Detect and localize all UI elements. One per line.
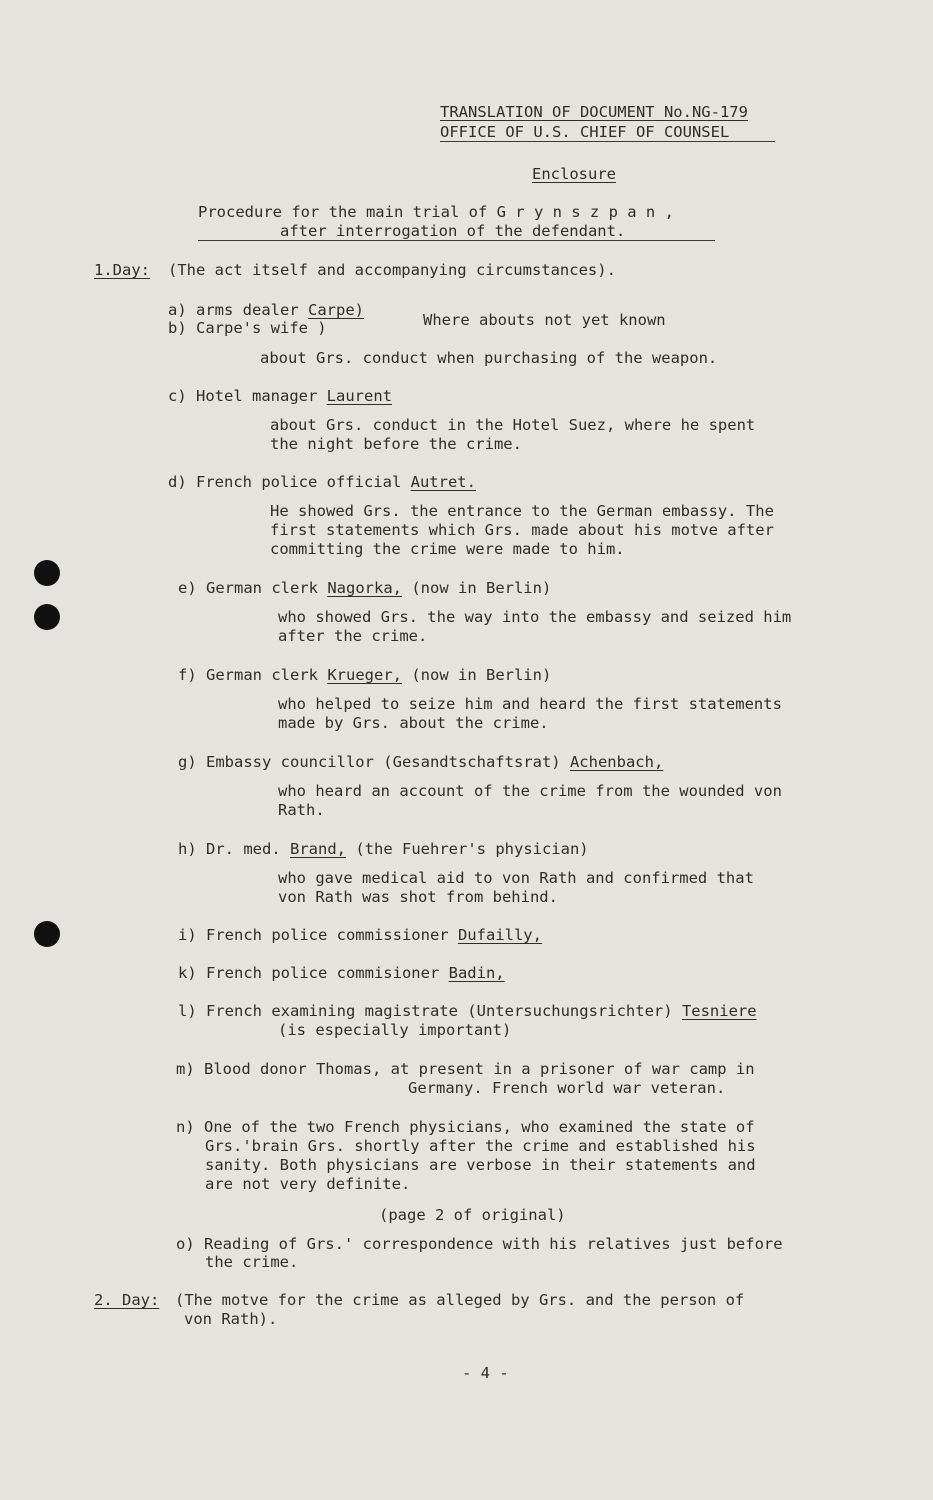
item-o-line2: the crime. [205, 1253, 299, 1271]
item-d-detail1: He showed Grs. the entrance to the German embassy. The [270, 502, 774, 520]
item-m-line2: Germany. French world war veteran. [408, 1079, 726, 1097]
header-line2: OFFICE OF U.S. CHIEF OF COUNSEL [440, 123, 730, 141]
punch-hole [34, 921, 60, 947]
item-l [178, 1002, 757, 1021]
item-c-name: Laurent [326, 387, 392, 405]
item-e [178, 579, 551, 598]
item-n-line4: are not very definite. [205, 1175, 411, 1193]
item-l-detail: (is especially important) [278, 1021, 512, 1039]
item-k-name: Badin, [448, 964, 505, 982]
procedure-line2: after interrogation of the defendant. [280, 222, 626, 240]
punch-hole [34, 560, 60, 586]
punch-hole [34, 604, 60, 630]
item-b: b) Carpe's wife ) [168, 319, 327, 337]
item-k-label: k) French police commisioner [178, 964, 440, 982]
item-e-detail1: who showed Grs. the way into the embassy and seized him [278, 608, 792, 626]
item-c-detail1: about Grs. conduct in the Hotel Suez, where he spent [270, 416, 756, 434]
item-g-detail1: who heard an account of the crime from the wounded von [278, 782, 782, 800]
item-ab-detail: about Grs. conduct when purchasing of the weapon. [260, 349, 718, 367]
item-e-label: e) German clerk [178, 579, 318, 597]
item-h-name: Brand, [290, 840, 346, 858]
item-d [168, 473, 476, 492]
item-a [168, 301, 364, 320]
item-h-label: h) Dr. med. [178, 840, 281, 858]
item-e-detail2: after the crime. [278, 627, 428, 645]
day2-text1: (The motve for the crime as alleged by Grs. and the person of [175, 1291, 745, 1309]
item-f-detail1: who helped to seize him and heard the first statements [278, 695, 782, 713]
enclosure-title: Enclosure [532, 165, 616, 183]
item-h-detail1: who gave medical aid to von Rath and confirmed that [278, 869, 754, 887]
item-h [178, 840, 589, 859]
header-underline [440, 141, 775, 142]
item-o-line1: o) Reading of Grs.' correspondence with his relatives just before [176, 1235, 783, 1253]
item-i [178, 926, 542, 945]
item-l-name: Tesniere [681, 1002, 757, 1020]
item-f [178, 666, 551, 685]
item-c [168, 387, 392, 406]
procedure-underline [198, 240, 715, 241]
item-g [178, 753, 663, 772]
day1-label: 1.Day: [94, 261, 150, 279]
item-m-line1: m) Blood donor Thomas, at present in a prisoner of war camp in [176, 1060, 755, 1078]
item-a-name: Carpe) [308, 301, 364, 319]
item-e-name: Nagorka, [327, 579, 402, 597]
item-ab-note: Where abouts not yet known [423, 311, 666, 329]
item-n-line1: n) One of the two French physicians, who examined the state of [176, 1118, 755, 1136]
item-e-rest: (now in Berlin) [411, 579, 552, 597]
item-i-name: Dufailly, [457, 926, 542, 944]
item-f-detail2: made by Grs. about the crime. [278, 714, 549, 732]
item-l-label: l) French examining magistrate (Untersuchungsrichter) [178, 1002, 673, 1020]
procedure-line1: Procedure for the main trial of G r y n s z p a n , [198, 203, 674, 221]
item-k [178, 964, 505, 983]
item-c-label: c) Hotel manager [168, 387, 318, 405]
item-g-detail2: Rath. [278, 801, 325, 819]
item-h-detail2: von Rath was shot from behind. [278, 888, 558, 906]
day2-text2: von Rath). [184, 1310, 278, 1328]
item-d-detail3: committing the crime were made to him. [270, 540, 625, 558]
item-g-name: Achenbach, [569, 753, 664, 771]
item-i-label: i) French police commissioner [178, 926, 449, 944]
page-number: - 4 - [462, 1364, 509, 1382]
item-n-line3: sanity. Both physicians are verbose in their statements and [205, 1156, 756, 1174]
header-line1: TRANSLATION OF DOCUMENT No.NG-179 [440, 103, 748, 121]
day2-label: 2. Day: [94, 1291, 160, 1309]
item-f-label: f) German clerk [178, 666, 318, 684]
item-g-label: g) Embassy councillor (Gesandtschaftsrat) [178, 753, 561, 771]
item-a-label: a) arms dealer [168, 301, 299, 319]
item-f-rest: (now in Berlin) [411, 666, 552, 684]
item-c-detail2: the night before the crime. [270, 435, 522, 453]
item-d-label: d) French police official [168, 473, 402, 491]
item-h-rest: (the Fuehrer's physician) [355, 840, 589, 858]
item-d-detail2: first statements which Grs. made about his motve after [270, 521, 774, 539]
item-f-name: Krueger, [327, 666, 402, 684]
page-of-original: (page 2 of original) [379, 1206, 566, 1224]
item-d-name: Autret. [410, 473, 476, 491]
day1-text: (The act itself and accompanying circumstances). [168, 261, 616, 279]
item-n-line2: Grs.'brain Grs. shortly after the crime and established his [205, 1137, 756, 1155]
